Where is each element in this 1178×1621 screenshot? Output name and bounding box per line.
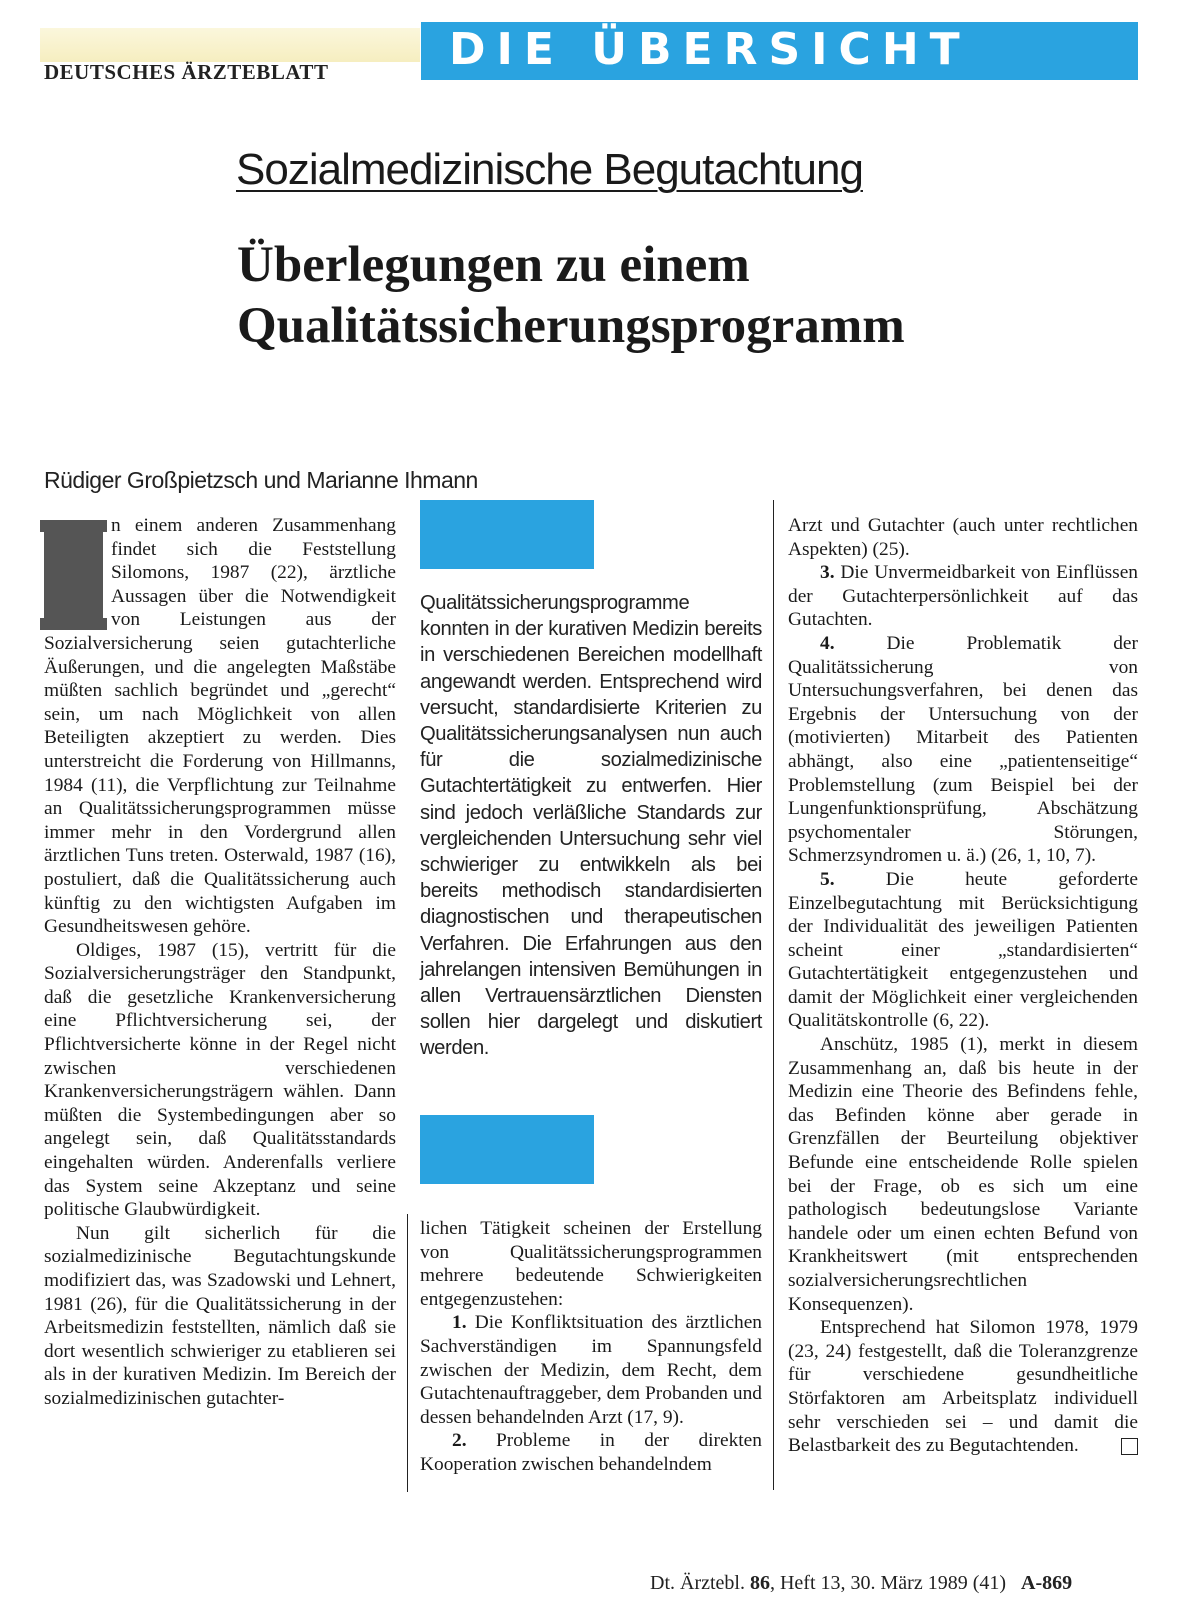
footer-volume: 86 (749, 1572, 770, 1594)
item-number: 2. (452, 1430, 467, 1452)
footer-journal: Dt. Ärztebl. (650, 1572, 745, 1594)
footer-issue: , Heft 13, 30. März 1989 (41) (769, 1572, 1007, 1594)
column-3-paragraph-5: Anschütz, 1985 (1), merkt in diesem Zusammenhang an, daß bis heute in der Medizin eine Theorie des Befindens fehle, das Befinden könne aber gerade in Grenzfällen der Beurteilung objektiver Befunde eine entscheidende Rolle spielen bei der Frage, ob es sich um eine pathologisch bedeutungslose Variante handele oder um einen echten Befund von Krankheitswert (mit entsprechenden sozialversicherungsrechtlichen Konsequenzen). (788, 1034, 1138, 1315)
article-authors: Rüdiger Großpietzsch und Marianne Ihmann (44, 467, 478, 493)
abstract-marker-top (420, 500, 594, 569)
footer-page-number: A-869 (1021, 1572, 1073, 1594)
column-1-paragraph-3: Nun gilt sicherlich für die sozialmedizinische Begutachtungskunde modifiziert das, was Szadowski und Lehnert, 1981 (26), für die Qualitätssicherung in der Arbeitsmedizin feststellten, nämlich daß sie dort wesentlich schwieriger zu etablieren sei als in der kurativen Medizin. Im Bereich der sozialmedizinischen gutachter- (44, 1222, 396, 1409)
item-text: Die heute geforderte Einzelbegutachtung mit Berücksichtigung der Individualität des jeweiligen Patienten scheint einer „standardisierten“ Gutachtertätigkeit entgegenzustehen und damit der Möglichkeit einer vergleichenden Qualitätskontrolle (6, 22). (788, 868, 1138, 1032)
article-abstract: Qualitätssicherungsprogramme konnten in der kurativen Medizin bereits in verschiedenen Bereichen modellhaft angewandt werden. Entsprechend wird versucht, standardisierte Kriterien zu Qualitätssicherungsanalysen nun auch für die sozialmedizinische Gutachtertätigkeit zu entwerfen. Hier sind jedoch verläßliche Standards zur vergleichenden Untersuchung sehr viel schwieriger zu entwikkeln als bei bereits methodisch standardisierten diagnostischen und therapeutischen Verfahren. Die Erfahrungen aus den jahrelangen intensiven Bemühungen in allen Vertrauensärztlichen Diensten sollen hier dargelegt und diskutiert werden. (420, 592, 762, 1060)
section-banner (421, 22, 1138, 80)
column-2-item-2 (420, 1429, 762, 1476)
text-column-2 (420, 1217, 762, 1477)
journal-name: DEUTSCHES ÄRZTEBLATT (44, 60, 329, 84)
column-divider-2 (773, 500, 774, 1490)
abstract-marker-bottom (420, 1115, 594, 1184)
drop-cap (44, 520, 103, 630)
title-line-2: Qualitätssicherungsprogramm (237, 298, 905, 354)
column-3-item-5 (788, 868, 1138, 1033)
paragraph-text: Entsprechend hat Silomon 1978, 1979 (23, 24) festgestellt, daß die Toleranzgrenze für verschiedene gesundheitliche Störfaktoren am Arbeitsplatz individuell sehr verschieden sei – und damit die Belastbarkeit des zu Begutachtenden. (788, 1317, 1138, 1457)
item-text: Die Konfliktsituation des ärztlichen Sachverständigen im Spannungsfeld zwischen der Medizin, dem Recht, dem Gutachtenauftraggeber, dem Probanden und dessen behandelnden Arzt (17, 9). (420, 1312, 762, 1428)
text-column-1 (44, 514, 396, 1411)
text-column-3 (788, 514, 1138, 1458)
article-title (237, 235, 1137, 357)
column-3-item-4 (788, 632, 1138, 868)
item-text: Probleme in der direkten Kooperation zwischen behandelndem (420, 1430, 762, 1475)
item-number: 3. (820, 562, 835, 584)
title-line-1: Überlegungen zu einem (237, 237, 750, 293)
article-kicker: Sozialmedizinische Begutachtung (236, 145, 863, 194)
item-text: Die Unvermeidbarkeit von Einflüssen der Gutachterpersönlichkeit auf das Gutachten. (788, 562, 1138, 631)
column-3-paragraph-1: Arzt und Gutachter (auch unter rechtlichen Aspekten) (25). (788, 515, 1138, 560)
header-highlight-band (40, 28, 420, 62)
column-1-paragraph-1 (44, 514, 396, 939)
column-3-item-3 (788, 561, 1138, 632)
column-1-paragraph-2: Oldiges, 1987 (15), vertritt für die Sozialversicherungsträger den Standpunkt, daß die gesetzliche Krankenversicherung eine Pflichtversicherung sei, der Pflichtversicherte könne in der Regel nicht zwischen verschiedenen Krankenversicherungsträgern wählen. Dann müßten die Systembedingungen aber so angelegt sein, daß Qualitätsstandards eingehalten würden. Anderenfalls verliere das System seine Akzeptanz und seine politische Glaubwürdigkeit. (44, 939, 396, 1221)
column-2-paragraph-1: lichen Tätigkeit scheinen der Erstellung von Qualitätssicherungsprogrammen mehrere bedeutende Schwierigkeiten entgegenzustehen: (420, 1218, 762, 1310)
page-footer (650, 1572, 1072, 1595)
item-number: 1. (452, 1312, 467, 1334)
column-3-paragraph-6 (788, 1316, 1138, 1458)
column-2-item-1 (420, 1311, 762, 1429)
column-divider-1 (407, 1214, 408, 1492)
item-text: Die Problematik der Qualitätssicherung von Untersuchungsverfahren, bei denen das Ergebnis der Untersuchung von der (motivierten) Mitarbeit des Patienten abhängt, also eine „patientenseitige“ Problemstellung (zum Beispiel bei der Lungenfunktionsprüfung, Abschätzung psychomentaler Störungen, Schmerzsyndromen u. ä.) (26, 1, 10, 7). (788, 632, 1138, 867)
paragraph-text: n einem anderen Zusammenhang findet sich die Feststellung Silomons, 1987 (22), ärztliche Aussagen über die Notwendigkeit von Leistungen aus der Sozialversicherung seien gutachterliche Äußerungen, und die angelegten Maßstäbe müßten sachlich begründet und „gerecht“ sein, um nach Möglichkeit von allen Beteiligten akzeptiert zu werden. Dies unterstreicht die Forderung von Hillmanns, 1984 (11), die Verpflichtung zur Teilnahme an Qualitätssicherungsprogrammen müsse immer mehr in den Vordergrund allen ärztlichen Tuns treten. Osterwald, 1987 (16), postuliert, daß die Qualitätssicherung auch künftig zu den wichtigsten Aufgaben im Gesundheitswesen gehöre. (44, 515, 396, 938)
section-label: DIE ÜBERSICHT (449, 24, 971, 75)
end-of-article-mark (1121, 1438, 1138, 1455)
item-number: 4. (820, 632, 835, 654)
item-number: 5. (820, 868, 835, 890)
